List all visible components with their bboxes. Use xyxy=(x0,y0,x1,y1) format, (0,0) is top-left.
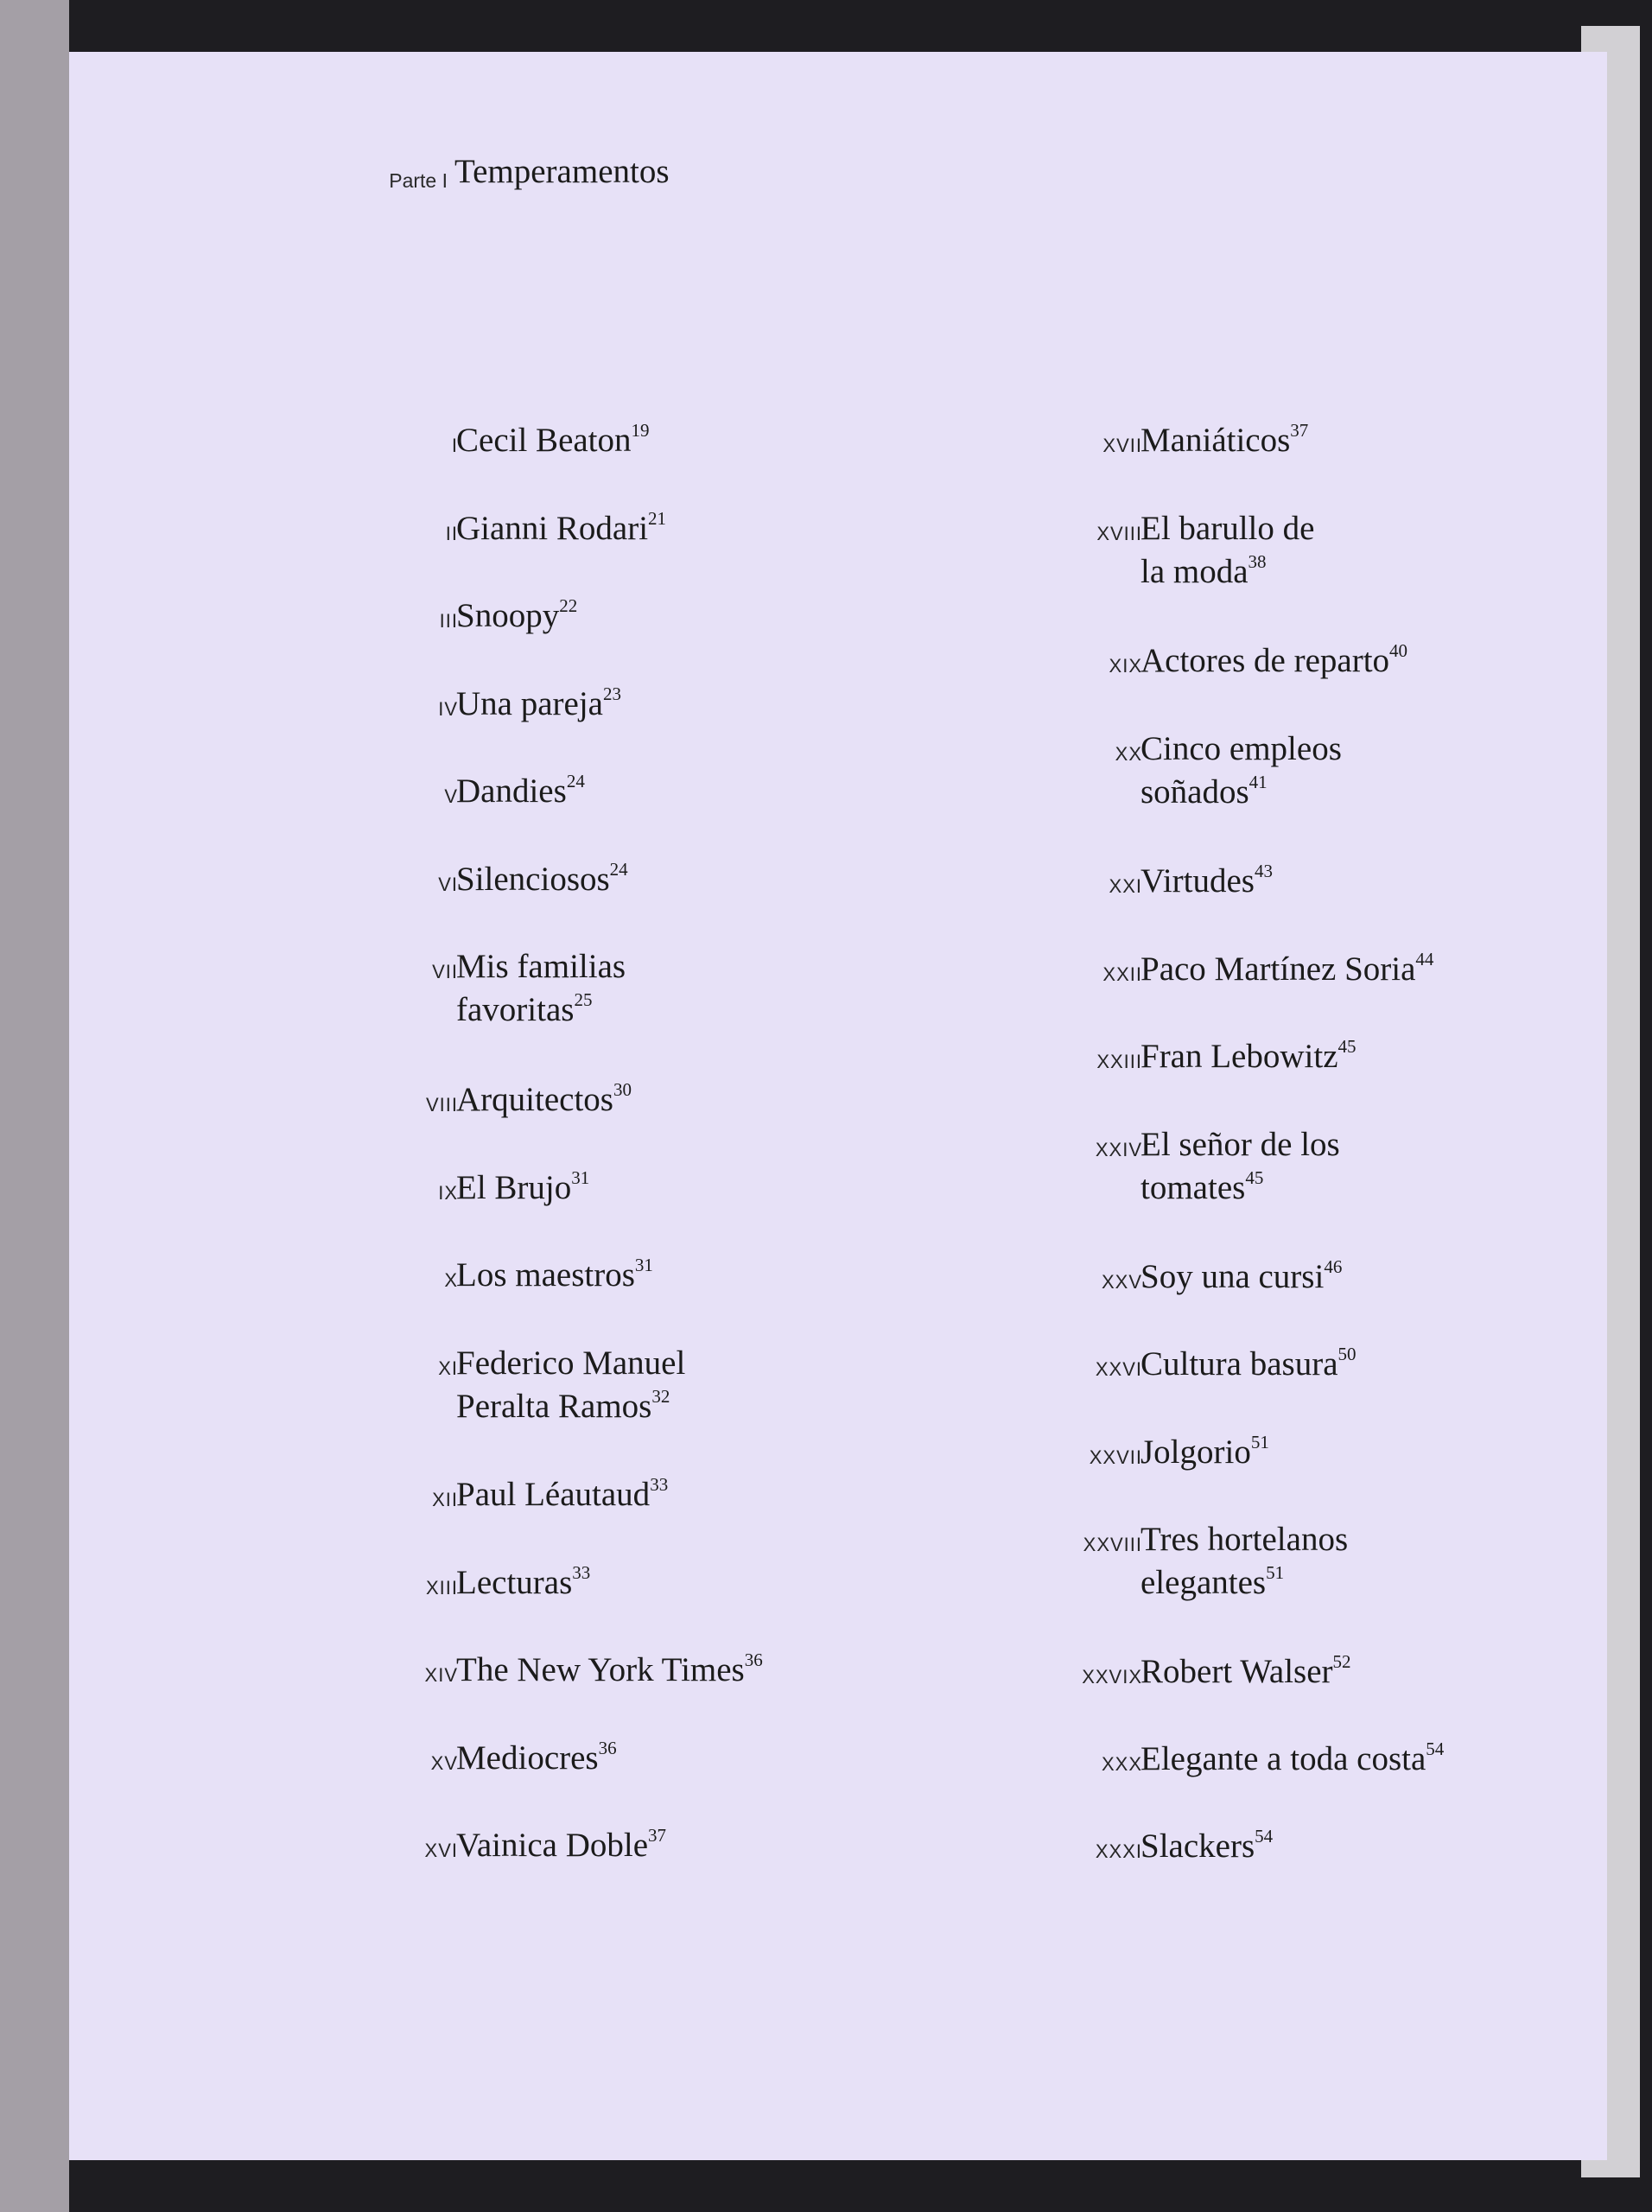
chapter-title-line1: El señor de los xyxy=(1141,1126,1340,1163)
chapter-title xyxy=(1141,1035,1357,1078)
chapter-title-line1: Una pareja xyxy=(456,685,603,722)
chapter-number: XI xyxy=(438,1357,458,1379)
chapter-title xyxy=(1141,1650,1351,1694)
page-number: 36 xyxy=(598,1738,617,1758)
chapter-number: I xyxy=(451,435,458,456)
chapter-title xyxy=(456,1254,653,1297)
chapter-title xyxy=(456,1078,632,1122)
chapter-number: XXVIII xyxy=(1083,1534,1142,1555)
chapter-title xyxy=(1141,419,1308,462)
part-label: Parte I xyxy=(389,169,448,192)
chapter-title-line1: Los maestros xyxy=(456,1256,635,1294)
chapter-number: XXIV xyxy=(1095,1139,1142,1160)
chapter-title xyxy=(456,507,666,550)
chapter-title-line2: elegantes xyxy=(1141,1564,1267,1601)
chapter-number: VII xyxy=(432,961,458,982)
page-number: 51 xyxy=(1266,1562,1285,1583)
chapter-title xyxy=(1141,639,1407,683)
chapter-title-line1: Federico Manuel xyxy=(456,1344,686,1382)
page-number: 37 xyxy=(648,1825,667,1846)
chapter-number: XXX xyxy=(1101,1753,1142,1775)
chapter-title xyxy=(1141,948,1433,991)
chapter-title-line1: Elegante a toda costa xyxy=(1141,1740,1426,1777)
page-number: 25 xyxy=(574,989,593,1010)
chapter-title-line2: soñados xyxy=(1141,773,1249,810)
chapter-number: V xyxy=(444,785,458,807)
book-spine xyxy=(0,0,69,2212)
chapter-number: XVIII xyxy=(1096,523,1142,544)
chapter-title-line2: favoritas xyxy=(456,991,575,1028)
chapter-title-line1: Cultura basura xyxy=(1141,1345,1338,1382)
chapter-title-line1: Paul Léautaud xyxy=(456,1476,651,1513)
chapter-title xyxy=(1141,860,1273,903)
chapter-title-line1: Jolgorio xyxy=(1141,1433,1251,1471)
chapter-number: XXV xyxy=(1101,1271,1142,1293)
page-number: 50 xyxy=(1337,1344,1357,1364)
page-number: 36 xyxy=(744,1649,763,1670)
chapter-title-line1: Fran Lebowitz xyxy=(1141,1038,1338,1075)
chapter-title-line2: la moda xyxy=(1141,553,1249,590)
chapter-title xyxy=(456,683,621,726)
page-number: 41 xyxy=(1249,772,1268,792)
page-number: 38 xyxy=(1248,551,1267,572)
chapter-title-line1: Mediocres xyxy=(456,1739,599,1777)
chapter-number: XV xyxy=(430,1752,458,1774)
page-number: 19 xyxy=(631,420,650,441)
chapter-title-line1: Vainica Doble xyxy=(456,1827,649,1864)
chapter-title xyxy=(456,419,650,462)
chapter-title-line2: tomates xyxy=(1141,1169,1246,1206)
chapter-number: X xyxy=(444,1269,458,1291)
chapter-title xyxy=(1141,1123,1340,1210)
chapter-title xyxy=(456,594,577,638)
chapter-number: XXIII xyxy=(1096,1051,1142,1072)
page-number: 24 xyxy=(609,859,628,880)
page-number: 51 xyxy=(1250,1432,1269,1452)
chapter-title-line1: Robert Walser xyxy=(1141,1653,1333,1690)
chapter-number: XVI xyxy=(424,1840,458,1861)
chapter-title-line1: El barullo de xyxy=(1141,510,1315,547)
chapter-title-line1: Paco Martínez Soria xyxy=(1141,950,1416,988)
chapter-title xyxy=(1141,728,1342,814)
page-number: 31 xyxy=(634,1255,653,1275)
chapter-title xyxy=(1141,1518,1348,1605)
chapter-title-line1: Maniáticos xyxy=(1141,422,1291,459)
chapter-title-line2: Peralta Ramos xyxy=(456,1388,652,1425)
chapter-title xyxy=(456,1737,617,1780)
chapter-title-line1: Virtudes xyxy=(1141,862,1255,899)
chapter-title xyxy=(1141,1738,1444,1781)
chapter-title-line1: Dandies xyxy=(456,772,567,810)
page-number: 30 xyxy=(613,1079,632,1100)
chapter-title xyxy=(1141,1431,1269,1474)
chapter-number: IV xyxy=(438,698,458,720)
chapter-title-line1: Tres hortelanos xyxy=(1141,1521,1349,1558)
chapter-number: XXVII xyxy=(1089,1446,1142,1468)
chapter-number: II xyxy=(445,523,458,544)
chapter-number: XIV xyxy=(424,1664,458,1686)
chapter-title-line1: Cecil Beaton xyxy=(456,422,632,459)
chapter-title xyxy=(456,1824,666,1867)
chapter-title xyxy=(456,1342,685,1428)
chapter-number: XIX xyxy=(1109,655,1142,677)
page-number: 54 xyxy=(1255,1826,1274,1847)
page-number: 40 xyxy=(1389,640,1408,661)
chapter-title xyxy=(456,1649,763,1692)
chapter-title xyxy=(1141,507,1314,594)
part-title: Temperamentos xyxy=(454,153,670,190)
chapter-title-line1: Snoopy xyxy=(456,597,560,634)
page-number: 54 xyxy=(1426,1738,1445,1759)
page-number: 45 xyxy=(1337,1036,1357,1057)
page-number: 23 xyxy=(602,683,621,704)
chapter-title-line1: Slackers xyxy=(1141,1827,1255,1865)
page-number: 44 xyxy=(1415,949,1434,969)
book-page xyxy=(69,52,1607,2160)
chapter-number: VIII xyxy=(425,1094,458,1116)
chapter-title xyxy=(1141,1343,1357,1386)
chapter-number: XXXI xyxy=(1095,1840,1142,1862)
page-number: 22 xyxy=(559,595,578,616)
page-number: 52 xyxy=(1332,1651,1351,1672)
page-number: 37 xyxy=(1290,420,1309,441)
page-number: 31 xyxy=(571,1167,590,1188)
chapter-title-line1: Lecturas xyxy=(456,1564,573,1601)
chapter-title xyxy=(456,1166,589,1210)
chapter-title-line1: The New York Times xyxy=(456,1651,745,1688)
chapter-title-line1: Silenciosos xyxy=(456,861,610,898)
chapter-number: XVII xyxy=(1102,435,1142,456)
page-number: 24 xyxy=(566,771,585,791)
chapter-number: XXII xyxy=(1102,963,1142,985)
chapter-title xyxy=(1141,1255,1342,1299)
chapter-number: XII xyxy=(432,1489,458,1510)
page-number: 33 xyxy=(572,1562,591,1583)
chapter-title xyxy=(456,770,585,813)
chapter-number: VI xyxy=(438,874,458,895)
chapter-title-line1: Soy una cursi xyxy=(1141,1258,1325,1295)
chapter-number: XXVI xyxy=(1095,1358,1142,1380)
page-number: 45 xyxy=(1245,1167,1264,1188)
chapter-title xyxy=(456,1561,590,1605)
chapter-number: XX xyxy=(1115,743,1142,765)
chapter-title-line1: Mis familias xyxy=(456,948,626,985)
chapter-title-line1: Cinco empleos xyxy=(1141,730,1342,767)
chapter-title-line1: Arquitectos xyxy=(456,1081,613,1118)
chapter-number: IX xyxy=(438,1182,458,1204)
chapter-title-line1: Gianni Rodari xyxy=(456,510,649,547)
chapter-title xyxy=(1141,1825,1273,1868)
chapter-title xyxy=(456,858,628,901)
page-number: 46 xyxy=(1324,1256,1343,1277)
chapter-number: III xyxy=(439,610,458,632)
chapter-number: XIII xyxy=(425,1577,458,1599)
page-number: 32 xyxy=(651,1386,670,1407)
page-number: 33 xyxy=(650,1474,669,1495)
chapter-number: XXI xyxy=(1109,875,1142,897)
chapter-title-line1: El Brujo xyxy=(456,1169,572,1206)
chapter-title-line1: Actores de reparto xyxy=(1141,642,1390,679)
chapter-number: XXVIX xyxy=(1082,1666,1142,1688)
chapter-title xyxy=(456,945,626,1032)
page-number: 43 xyxy=(1254,861,1273,881)
chapter-title xyxy=(456,1473,668,1516)
page-number: 21 xyxy=(648,508,667,529)
